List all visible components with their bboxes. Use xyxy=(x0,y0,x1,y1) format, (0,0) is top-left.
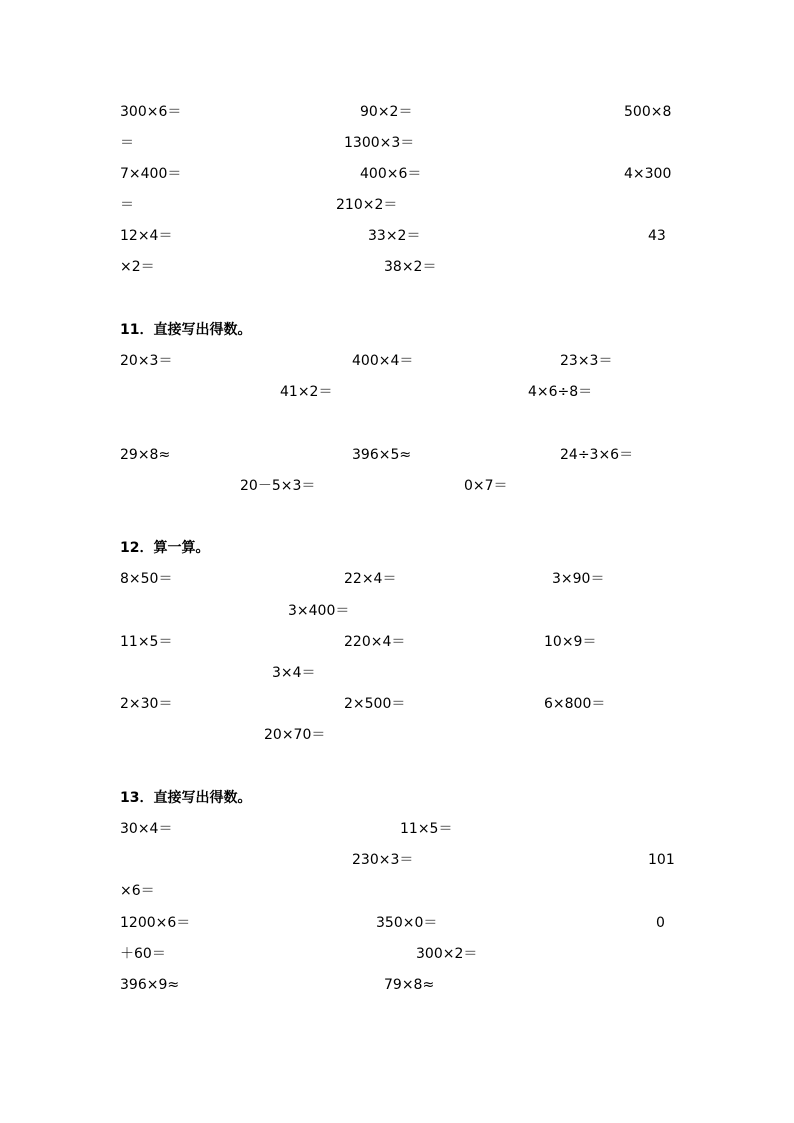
problem: ×2＝ xyxy=(120,259,155,275)
problem: ＋60＝ xyxy=(120,946,166,962)
problem: 7×400＝ xyxy=(120,166,182,182)
problem: 2×30＝ xyxy=(120,696,173,712)
problem: 4×300 xyxy=(624,166,672,182)
problem: 300×6＝ xyxy=(120,104,182,120)
problem: 90×2＝ xyxy=(360,104,413,120)
problem: 210×2＝ xyxy=(336,197,398,213)
problem: 1300×3＝ xyxy=(344,135,415,151)
problem: 0×7＝ xyxy=(464,478,508,494)
problem: 41×2＝ xyxy=(280,384,333,400)
problem: 20×3＝ xyxy=(120,353,173,369)
problem: 20－5×3＝ xyxy=(240,478,316,494)
problem: 38×2＝ xyxy=(384,259,437,275)
problem: 11×5＝ xyxy=(400,821,453,837)
problem: 0 xyxy=(656,915,665,931)
problem: 12×4＝ xyxy=(120,228,173,244)
problem: 22×4＝ xyxy=(344,571,397,587)
problem: 10×9＝ xyxy=(544,634,597,650)
problem: 350×0＝ xyxy=(376,915,438,931)
problem: 8×50＝ xyxy=(120,571,173,587)
problem: 230×3＝ xyxy=(352,852,414,868)
problem: 400×6＝ xyxy=(360,166,422,182)
problem: 220×4＝ xyxy=(344,634,406,650)
problem: 3×90＝ xyxy=(552,571,605,587)
question-heading: 13．直接写出得数。 xyxy=(120,790,252,806)
problem: 79×8≈ xyxy=(384,977,435,993)
problem: 101 xyxy=(648,852,675,868)
problem: 29×8≈ xyxy=(120,447,171,463)
problem: 11×5＝ xyxy=(120,634,173,650)
problem: 300×2＝ xyxy=(416,946,478,962)
problem: ×6＝ xyxy=(120,883,155,899)
problem: ＝ xyxy=(120,197,134,213)
problem: 3×400＝ xyxy=(288,603,350,619)
problem: 1200×6＝ xyxy=(120,915,191,931)
question-heading: 12．算一算。 xyxy=(120,540,210,556)
problem: 4×6÷8＝ xyxy=(528,384,593,400)
problem: 400×4＝ xyxy=(352,353,414,369)
problem: 396×9≈ xyxy=(120,977,180,993)
problem: 2×500＝ xyxy=(344,696,406,712)
problem: 30×4＝ xyxy=(120,821,173,837)
problem: 23×3＝ xyxy=(560,353,613,369)
problem: 500×8 xyxy=(624,104,672,120)
problem: 3×4＝ xyxy=(272,665,316,681)
question-heading: 11．直接写出得数。 xyxy=(120,322,252,338)
problem: 396×5≈ xyxy=(352,447,412,463)
problem: 24÷3×6＝ xyxy=(560,447,634,463)
problem: ＝ xyxy=(120,135,134,151)
problem: 6×800＝ xyxy=(544,696,606,712)
problem: 33×2＝ xyxy=(368,228,421,244)
problem: 43 xyxy=(648,228,666,244)
problem: 20×70＝ xyxy=(264,727,326,743)
